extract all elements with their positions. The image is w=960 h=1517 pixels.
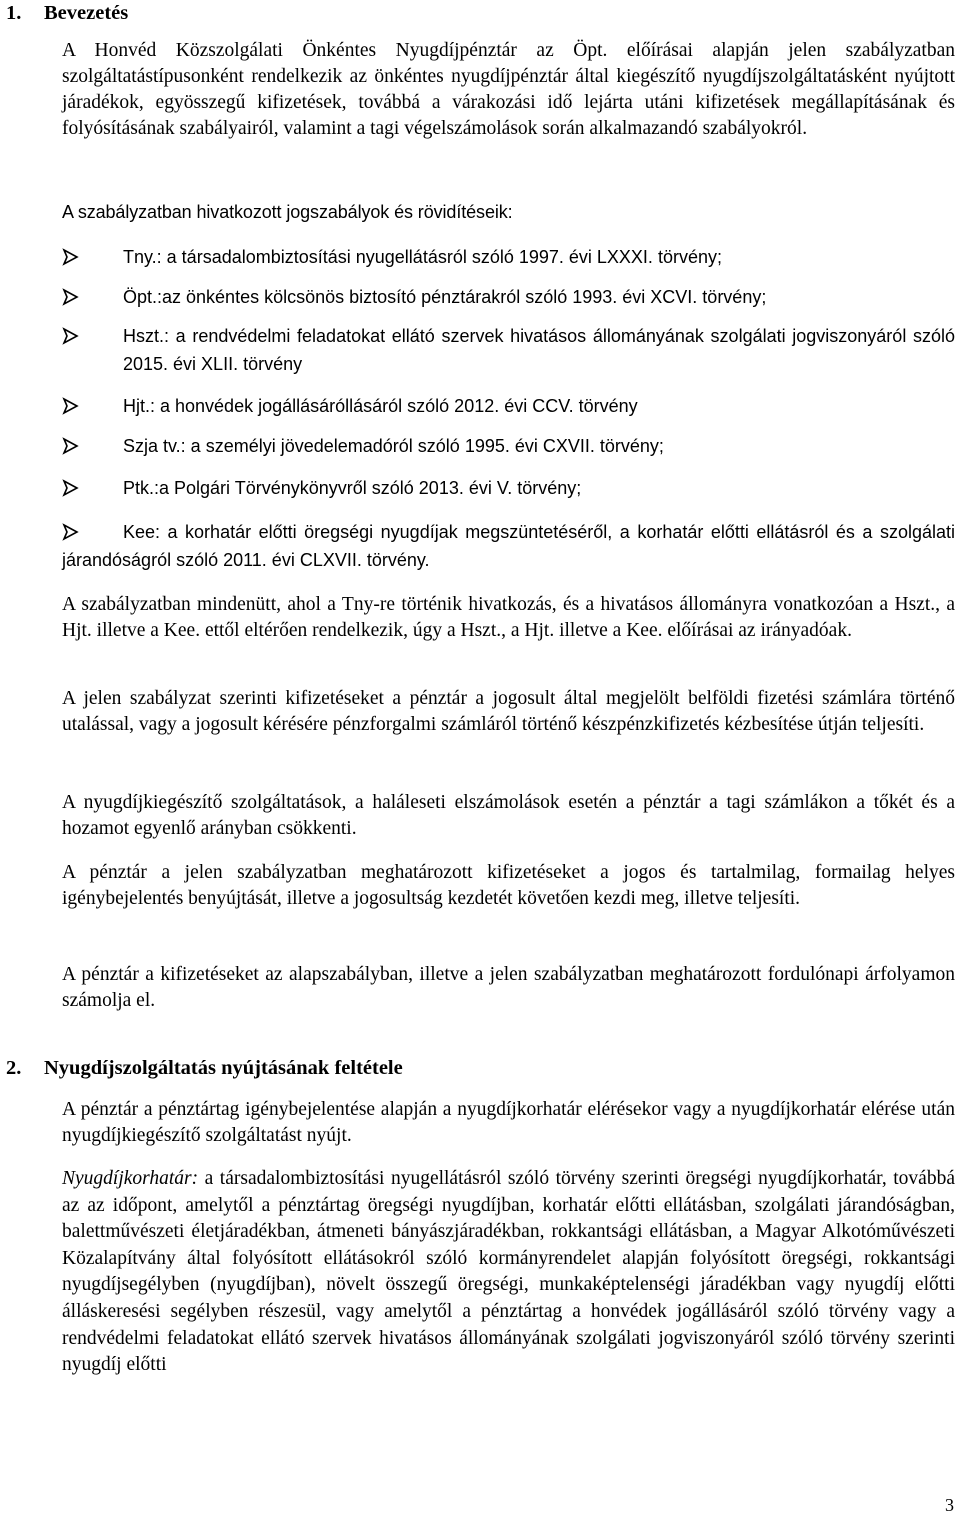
arrow-bullet-icon (62, 322, 84, 350)
abbrev-item (62, 518, 955, 574)
section-2-number: 2. (6, 1057, 22, 1079)
section-2-paragraph: A pénztár a pénztártag igénybejelentése alapján a nyugdíjkorhatár elérésekor vagy a nyugdíjkorhatár elérése után nyugdíjkiegészítő szolgáltatást nyújt. (62, 1099, 955, 1146)
body-paragraph: A jelen szabályzat szerinti kifizetéseket a pénztár a jogosult által megjelölt belföldi fizetési számlára történő utalással, vagy a jogosult kérésére pénzforgalmi számláról történő készpénzkifizetés kézbesítése útján teljesíti. (62, 688, 955, 735)
arrow-bullet-icon (62, 392, 84, 420)
section-2-title: Nyugdíjszolgáltatás nyújtásának feltétele (44, 1057, 403, 1079)
definition-paragraph (62, 1166, 955, 1379)
definition-term: Nyugdíjkorhatár: (62, 1168, 199, 1189)
abbrev-text: Öpt.:az önkéntes kölcsönös biztosító pénztárakról szóló 1993. évi XCVI. törvény; (123, 287, 767, 307)
abbrev-item (62, 283, 955, 311)
arrow-bullet-icon (62, 432, 84, 460)
arrow-bullet-icon (62, 243, 84, 271)
abbrev-text: Ptk.:a Polgári Törvénykönyvről szóló 2013. évi V. törvény; (123, 478, 582, 498)
body-paragraph: A pénztár a kifizetéseket az alapszabályban, illetve a jelen szabályzatban meghatározott fordulónapi árfolyamon számolja el. (62, 964, 955, 1011)
abbrev-item (62, 322, 955, 378)
arrow-bullet-icon (62, 283, 84, 311)
arrow-bullet-icon (62, 518, 84, 546)
abbrev-text: Tny.: a társadalombiztosítási nyugellátásról szóló 1997. évi LXXXI. törvény; (123, 247, 722, 267)
arrow-bullet-icon (62, 474, 84, 502)
section-1-heading (6, 1, 128, 25)
body-paragraph: A nyugdíjkiegészítő szolgáltatások, a haláleseti elszámolások esetén a pénztár a tagi számlákon a tőkét és a hozamot egyenlő arányban csökkenti. (62, 792, 955, 839)
abbrev-text: Szja tv.: a személyi jövedelemadóról szóló 1995. évi CXVII. törvény; (123, 436, 664, 456)
abbrev-text: Hjt.: a honvédek jogállásáróllásáról szóló 2012. évi CCV. törvény (123, 396, 638, 416)
body-paragraph: A szabályzatban mindenütt, ahol a Tny-re történik hivatkozás, és a hivatásos állományra vonatkozóan a Hszt., a Hjt. illetve a Kee. ettől eltérően rendelkezik, úgy a Hszt., a Hjt. illetve a Kee. előírásai az irányadóak. (62, 594, 955, 641)
abbrev-item (62, 474, 955, 502)
definition-text: a társadalombiztosítási nyugellátásról szóló törvény szerinti öregségi nyugdíjkorhatár, továbbá az az időpont, amelytől a pénztártag öregségi nyugdíjban, korhatár előtti ellátásban, szolgálati járandóságban, balettművészeti életjáradékban, átmeneti bányászjáradékban, rokkantsági ellátásban, a Magyar Alkotóművészeti Közalapítvány által folyósított ellátásokról szóló kormányrendelet alapján folyósított öregségi, rokkantsági nyugdíjsegélyben (nyugdíjban), növelt összegű öregségi, munkaképtelenségi járadékban vagy nyugdíj előtti álláskeresési segélyben részesül, vagy amelytől a pénztártag a honvédek jogállásáról szóló törvény vagy a rendvédelmi feladatokat ellátó szervek hivatásos állományának szolgálati jogviszonyáról szóló törvény szerinti nyugdíj előtti (62, 1168, 955, 1376)
intro-paragraph (62, 38, 955, 142)
abbrev-text: Kee: a korhatár előtti öregségi nyugdíjak megszüntetéséről, a korhatár előtti ellátásról és a szolgálati járandóságról szóló 2011. évi CLXVII. törvény. (62, 522, 955, 570)
abbrev-text: Hszt.: a rendvédelmi feladatokat ellátó szervek hivatásos állományának szolgálati jogviszonyáról szóló 2015. évi XLII. törvény (123, 326, 955, 374)
abbrev-item (62, 432, 955, 460)
section-2-heading (6, 1056, 403, 1080)
section-1-title: Bevezetés (44, 2, 129, 24)
body-paragraph: A pénztár a jelen szabályzatban meghatározott kifizetéseket a jogos és tartalmilag, formailag helyes igénybejelentés benyújtását, illetve a jogosultság kezdetét követően kezdi meg, illetve teljesíti. (62, 862, 955, 909)
abbrev-item (62, 392, 955, 420)
abbrev-item (62, 243, 955, 271)
intro-text: A Honvéd Közszolgálati Önkéntes Nyugdíjpénztár az Öpt. előírásai alapján jelen szabályzatban szolgáltatástípusonként rendelkezik az önkéntes nyugdíjpénztár által kiegészítő nyugdíjszolgáltatásként nyújtott járadékok, egyösszegű kifizetések, továbbá a várakozási idő lejárta utáni kifizetések megállapításának és folyósításának szabályairól, valamint a tagi végelszámolások során alkalmazandó szabályokról. (62, 40, 955, 139)
section-1-number: 1. (6, 2, 22, 24)
page-number: 3 (945, 1495, 954, 1515)
abbrev-heading: A szabályzatban hivatkozott jogszabályok és rövidítéseik: (62, 202, 513, 222)
